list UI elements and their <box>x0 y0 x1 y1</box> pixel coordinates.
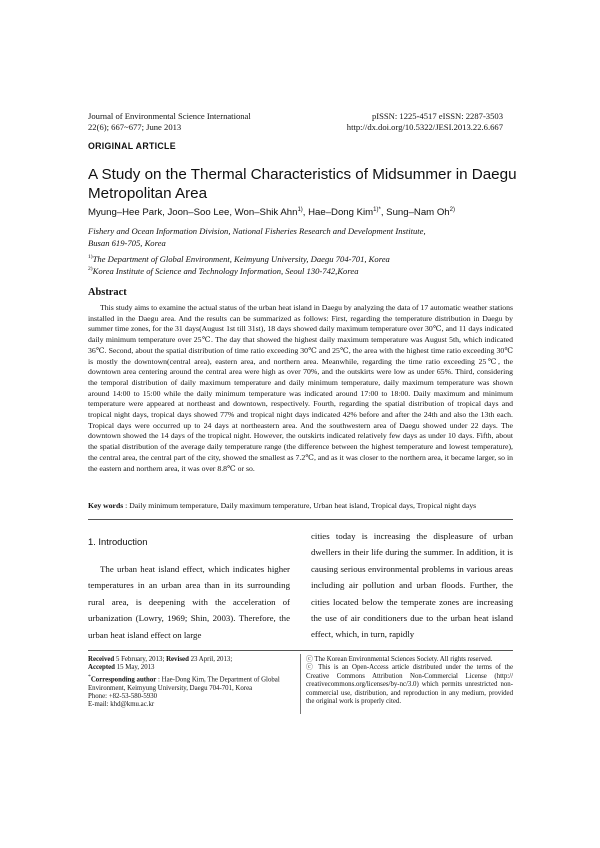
affiliation-2-mark: 2) <box>88 266 93 272</box>
author-mark-3: 2) <box>449 207 455 213</box>
keywords-divider <box>88 519 513 520</box>
corresponding-details: : Hae-Dong Kim, The Department of Global Environment, Keimyung University, Daegu 704-701, Korea <box>88 676 280 692</box>
intro-left-column: The urban heat island effect, which indicates higher temperatures in an urban area than in its surrounding rural area, is deepening with the acceleration of urbanization (Lowry, 1969; Shin, 2003). Therefore, the urban heat island effect on large <box>88 564 290 640</box>
author-mark-2: 1)* <box>373 207 381 213</box>
revised-date: 23 April, 2013; <box>188 656 233 663</box>
author-names-3: , Sung–Nam Oh <box>380 207 450 219</box>
affiliation-2 <box>88 263 518 277</box>
article-type: ORIGINAL ARTICLE <box>88 141 176 151</box>
keywords-text: : Daily minimum temperature, Daily maximum temperature, Urban heat island, Tropical days, Tropical night days <box>123 501 477 510</box>
corresponding-author <box>88 673 298 693</box>
accepted-label: Accepted <box>88 664 115 672</box>
affiliation-2-text: Korea Institute of Science and Technology Information, Seoul 130-742,Korea <box>92 265 359 276</box>
journal-doi[interactable]: http://dx.doi.org/10.5322/JESI.2013.22.6.667 <box>346 122 503 132</box>
author-names-1: Myung–Hee Park, Joon–Soo Lee, Won–Shik Ahn <box>88 207 298 219</box>
journal-name: Journal of Environmental Science International <box>88 111 251 121</box>
journal-header-left <box>88 111 251 133</box>
intro-right-column: cities today is increasing the displeasure of urban dwellers in their life during the summer. In addition, it is causing serious environmental problems in various areas including air pollution and urban floods. Further, the cities located below the temperate zones are increasing the use of air conditioners due to the urban heat island effect, which, in turn, rapidly <box>311 531 513 640</box>
license-footnote <box>306 656 513 706</box>
author-mark-1: 1) <box>297 207 303 213</box>
revised-label: Revised <box>166 656 189 663</box>
email[interactable]: E-mail: khd@kmu.ac.kr <box>88 701 155 709</box>
journal-header-right <box>347 111 503 133</box>
history-dates <box>88 656 298 664</box>
article-history-footnote <box>88 656 298 710</box>
footnote-divider <box>88 650 513 651</box>
paper-title: A Study on the Thermal Characteristics of Midsummer in Daegu Metropolitan Area <box>88 166 517 202</box>
received-date: 5 February, 2013; <box>114 656 167 663</box>
copyright-notice: ⓒ The Korean Environmental Sciences Society. All rights reserved. <box>306 656 493 663</box>
author-names-2: , Hae–Dong Kim <box>302 207 374 219</box>
license-notice: ⓒ This is an Open-Access article distributed under the terms of the Creative Commons Attribution Non-Commercial License (http:// creativecommons.org/licenses/by-nc/3.0) which permits unrestricted non-commercial use, distribution, and reproduction in any medium, provided the original work is properly cited. <box>306 664 513 706</box>
corresponding-label: Corresponding author <box>90 676 157 684</box>
affiliation-1-mark: 1) <box>88 254 93 260</box>
author-list <box>88 207 455 218</box>
keywords-label: Key words <box>88 501 124 510</box>
phone: Phone: +82-53-580-5930 <box>88 692 158 700</box>
accepted-date: 15 May, 2013 <box>114 664 155 672</box>
abstract-heading: Abstract <box>88 287 127 298</box>
footnote-column-divider <box>300 654 301 714</box>
abstract-text: This study aims to examine the actual status of the urban heat island in Daegu by analyzing the data of 17 automatic weather stations installed in the Daegu area. And the results can be summarized as follows: First, regarding the temperature distribution in Daegu by summer time zones, for the 31 days(August 1st till 31st), 18 days showed daily maximum temperature over 30℃, and 11 days indicated daily minimum temperature over 25℃. The day that showed the highest daily maximum temperature was August 5th, which indicated 36℃. Second, about the spatial distribution of time ratio exceeding 30℃ and 25℃, the area with the highest time ratio exceeding 30℃ is mostly the downtown(central area), eastern area, and northern area. Meanwhile, regarding the time ratio exceeding 25℃, the downtown area centering around the central area were high as over 70%, and the outskirts were low as under 65%. Third, considering the temporal distribution of daily maximum temperature and daily minimum temperature, daily maximum temperature was shown around 14:00 to 15:00 while the daily minimum temperature was indicated around 17:00 to 18:00. Daily maximum and minimum temperature were appeared at northeast and downtown, respectively. Fourth, regarding the spatial distribution of tropical days and tropical night days, tropical days showed 77% and tropical night days indicated 42% before and after the 24th and also the 13th each. Tropical days were occurred up to 24 days at northeastern area. And the southwestern area of Daegu showed under 22 days. The downtown showed the 14 days of the tropical night. However, the outskirts indicated relatively few days as under 10 days. Fifth, about the spatial distribution of the average daily temperature range (the difference between the highest temperature and lowest temperature), the central area, the central part of the city, showed the smallest as 7.2℃, and as it was closer to the northern area, it became larger, so in the eastern and northern area, it was over 8.8℃ or so. <box>88 303 513 473</box>
section-heading-introduction: 1. Introduction <box>88 536 148 547</box>
received-label: Received <box>88 656 115 663</box>
keywords <box>88 501 518 510</box>
accepted-line <box>88 664 298 672</box>
affiliation-1-text: The Department of Global Environment, Keimyung University, Daegu 704-701, Korea <box>92 253 390 264</box>
affiliation-main-line1: Fishery and Ocean Information Division, National Fisheries Research and Development Institute, <box>88 226 426 236</box>
journal-volume: 22(6); 667~677; June 2013 <box>88 122 182 132</box>
affiliation-main <box>88 225 518 250</box>
journal-issn: pISSN: 1225-4517 eISSN: 2287-3503 <box>371 111 503 121</box>
corresponding-mark: * <box>88 673 91 680</box>
affiliation-main-line2: Busan 619-705, Korea <box>88 238 166 249</box>
